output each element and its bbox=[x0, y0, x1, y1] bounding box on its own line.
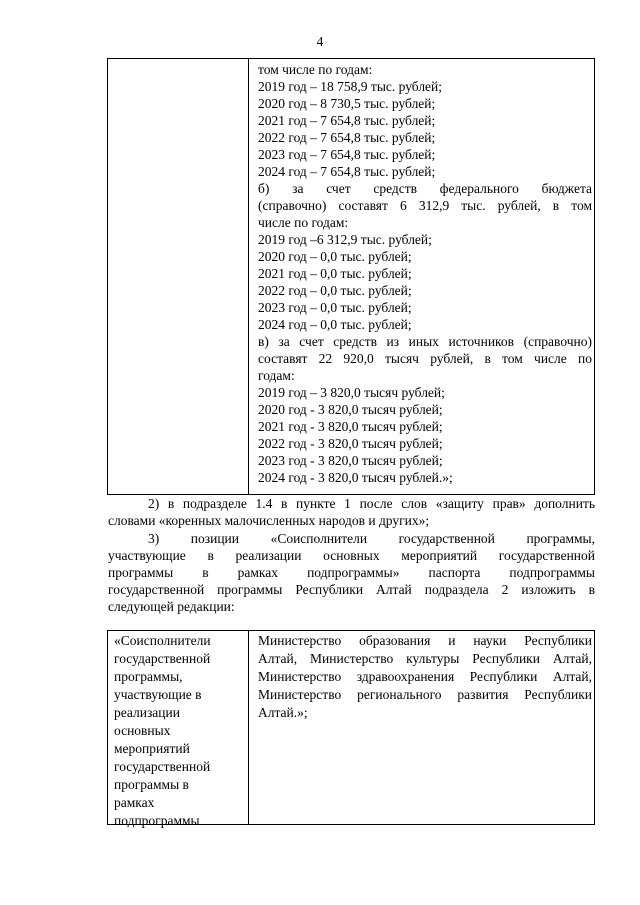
label-line: государственной bbox=[114, 651, 211, 666]
funding-line: 2022 год - 3 820,0 тысяч рублей; bbox=[258, 436, 443, 451]
funding-line: б) за счет средств федерального бюджета bbox=[258, 181, 592, 196]
column-divider bbox=[248, 631, 249, 824]
funding-details-cell bbox=[258, 61, 592, 486]
funding-line: составят 22 920,0 тысяч рублей, в том числе по bbox=[258, 351, 592, 366]
position-label-cell bbox=[114, 632, 244, 830]
label-line: программы, bbox=[114, 669, 183, 684]
label-line: реализации bbox=[114, 705, 180, 720]
label-line: программы в bbox=[114, 777, 189, 792]
paragraph-line: участвующие в реализации основных мероприятий государственной bbox=[108, 548, 595, 563]
funding-line: 2020 год – 8 730,5 тыс. рублей; bbox=[258, 96, 436, 111]
value-line: Алтай.»; bbox=[258, 705, 308, 720]
funding-line: числе по годам: bbox=[258, 215, 349, 230]
label-line: мероприятий bbox=[114, 741, 190, 756]
funding-line: 2019 год – 3 820,0 тысяч рублей; bbox=[258, 385, 445, 400]
funding-line: 2023 год – 0,0 тыс. рублей; bbox=[258, 300, 412, 315]
funding-line: 2021 год - 3 820,0 тысяч рублей; bbox=[258, 419, 443, 434]
funding-line: 2020 год – 0,0 тыс. рублей; bbox=[258, 249, 412, 264]
funding-table bbox=[107, 58, 595, 495]
paragraph-line: следующей редакции: bbox=[108, 599, 235, 614]
value-line: Министерство здравоохранения Республики Алтай, bbox=[258, 669, 592, 684]
paragraph-line: программы в рамках подпрограммы» паспорта подпрограммы bbox=[108, 565, 595, 580]
paragraph-line: словами «коренных малочисленных народов и других»; bbox=[108, 513, 430, 528]
paragraph-line: 2) в подразделе 1.4 в пункте 1 после слов «защиту прав» дополнить bbox=[148, 496, 595, 511]
funding-line: 2024 год – 0,0 тыс. рублей; bbox=[258, 317, 412, 332]
label-line: участвующие в bbox=[114, 687, 202, 702]
funding-line: том числе по годам: bbox=[258, 62, 373, 77]
position-value-cell bbox=[258, 632, 592, 722]
label-line: «Соисполнители bbox=[114, 633, 211, 648]
funding-line: 2022 год – 7 654,8 тыс. рублей; bbox=[258, 130, 436, 145]
co-executors-table bbox=[107, 630, 595, 828]
paragraph-line: 3) позиции «Соисполнители государственной программы, bbox=[148, 531, 595, 546]
funding-line: 2024 год - 3 820,0 тысяч рублей.»; bbox=[258, 470, 453, 485]
funding-line: 2020 год - 3 820,0 тысяч рублей; bbox=[258, 402, 443, 417]
funding-line: 2024 год – 7 654,8 тыс. рублей; bbox=[258, 164, 436, 179]
value-line: Министерство регионального развития Республики bbox=[258, 687, 592, 702]
amendment-paragraph-2 bbox=[108, 495, 595, 529]
funding-line: 2019 год –6 312,9 тыс. рублей; bbox=[258, 232, 432, 247]
funding-line: 2019 год – 18 758,9 тыс. рублей; bbox=[258, 79, 443, 94]
label-line: подпрограммы bbox=[114, 813, 200, 828]
column-divider bbox=[248, 59, 249, 494]
page-number: 4 bbox=[316, 34, 324, 49]
funding-line: в) за счет средств из иных источников (справочно) bbox=[258, 334, 592, 349]
funding-line: 2022 год – 0,0 тыс. рублей; bbox=[258, 283, 412, 298]
funding-line: 2021 год – 0,0 тыс. рублей; bbox=[258, 266, 412, 281]
paragraph-line: государственной программы Республики Алтай подраздела 2 изложить в bbox=[108, 582, 595, 597]
funding-line: годам: bbox=[258, 368, 295, 383]
value-line: Алтай, Министерство культуры Республики Алтай, bbox=[258, 651, 592, 666]
label-line: государственной bbox=[114, 759, 211, 774]
label-line: рамках bbox=[114, 795, 155, 810]
funding-line: 2023 год - 3 820,0 тысяч рублей; bbox=[258, 453, 443, 468]
label-line: основных bbox=[114, 723, 171, 738]
value-line: Министерство образования и науки Республики bbox=[258, 633, 592, 648]
funding-line: (справочно) составят 6 312,9 тыс. рублей, в том bbox=[258, 198, 592, 213]
amendment-paragraph-3 bbox=[108, 530, 595, 615]
funding-line: 2023 год – 7 654,8 тыс. рублей; bbox=[258, 147, 436, 162]
funding-line: 2021 год – 7 654,8 тыс. рублей; bbox=[258, 113, 436, 128]
